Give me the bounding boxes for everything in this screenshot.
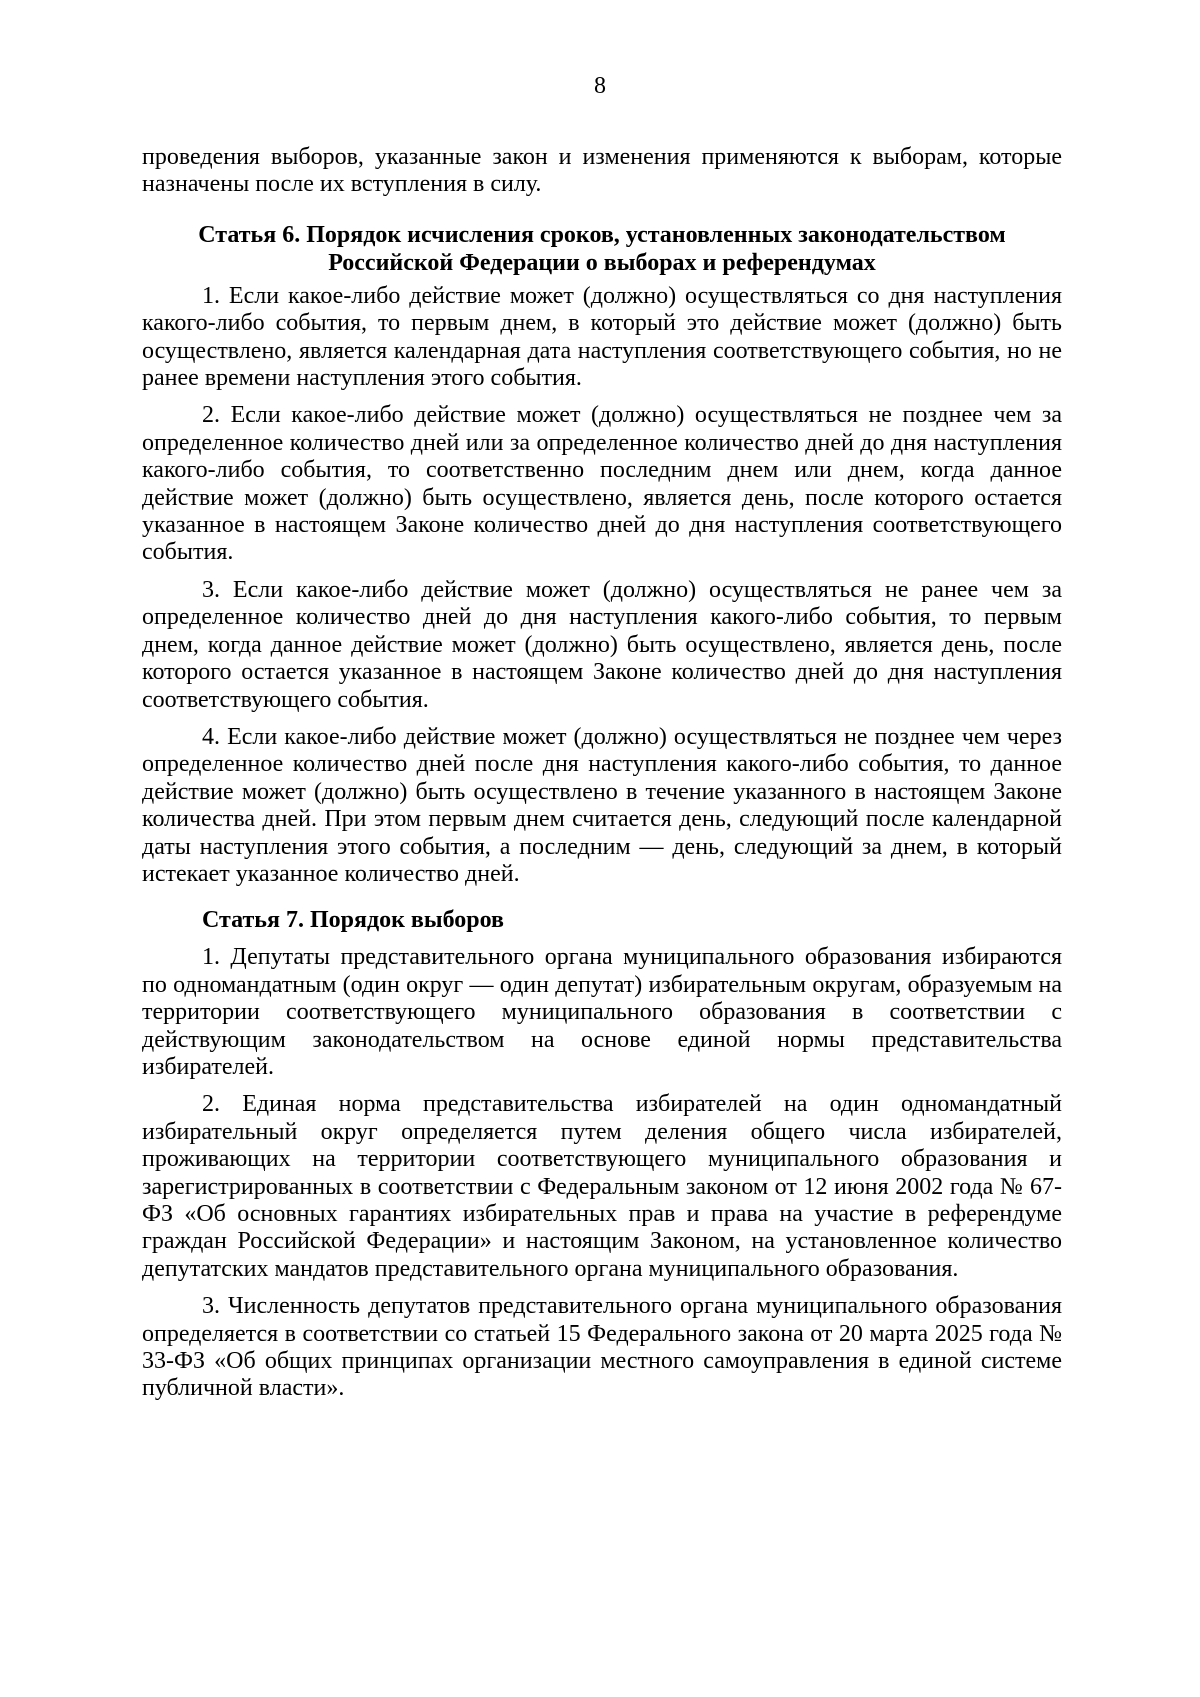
- article-6-paragraph-1: 1. Если какое-либо действие может (должно) осуществляться со дня наступления какого-либо события, то первым днем, в который это действие может (должно) быть осуществлено, является календарная дата наступления соответствующего события, но не ранее времени наступления этого события.: [142, 282, 1062, 392]
- article-6-paragraph-4: 4. Если какое-либо действие может (должно) осуществляться не позднее чем через определенное количество дней после дня наступления какого-либо события, то данное действие может (должно) быть осуществлено в течение указанного в настоящем Законе количества дней. При этом первым днем считается день, следующий после календарной даты наступления этого события, а последним — день, следующий за днем, в который истекает указанное количество дней.: [142, 723, 1062, 887]
- article-6-title-line-1: Статья 6. Порядок исчисления сроков, установленных законодательством: [198, 221, 1006, 248]
- article-7-paragraph-1: 1. Депутаты представительного органа муниципального образования избираются по одномандатным (один округ — один депутат) избирательным округам, образуемым на территории соответствующего муниципального образования в соответствии с действующим законодательством на основе единой нормы представительства избирателей.: [142, 944, 1062, 1080]
- article-7-paragraph-2: 2. Единая норма представительства избирателей на один одномандатный избирательный округ определяется путем деления общего числа избирателей, проживающих на территории соответствующего муниципального образования и зарегистрированных в соответствии с Федеральным законом от 12 июня 2002 года № 67-ФЗ «Об основных гарантиях избирательных прав и права на участие в референдуме граждан Российской Федерации» и настоящим Законом, на установленное количество депутатских мандатов представительного органа муниципального образования.: [142, 1091, 1062, 1282]
- article-6-paragraph-3: 3. Если какое-либо действие может (должно) осуществляться не ранее чем за определенное количество дней до дня наступления какого-либо события, то первым днем, когда данное действие может (должно) быть осуществлено, является день, после которого остается указанное в настоящем Законе количество дней до дня наступления соответствующего события.: [142, 576, 1062, 713]
- document-body: [142, 144, 1062, 1413]
- continuation-paragraph: проведения выборов, указанные закон и изменения применяются к выборам, которые назначены после их вступления в силу.: [142, 144, 1062, 198]
- page-number: 8: [594, 73, 606, 99]
- article-6-title-line-2: Российской Федерации о выборах и референдумах: [328, 249, 876, 276]
- article-6-paragraph-2: 2. Если какое-либо действие может (должно) осуществляться не позднее чем за определенное количество дней или за определенное количество дней до дня наступления какого-либо события, то соответственно последним днем или днем, когда данное действие может (должно) быть осуществлено, является день, после которого остается указанное в настоящем Законе количество дней до дня наступления соответствующего события.: [142, 402, 1062, 566]
- article-7-heading: Статья 7. Порядок выборов: [202, 907, 505, 934]
- article-6-heading: [142, 221, 1062, 277]
- article-7-paragraph-3: 3. Численность депутатов представительного органа муниципального образования определяется в соответствии со статьей 15 Федерального закона от 20 марта 2025 года № 33-ФЗ «Об общих принципах организации местного самоуправления в единой системе публичной власти».: [142, 1293, 1062, 1402]
